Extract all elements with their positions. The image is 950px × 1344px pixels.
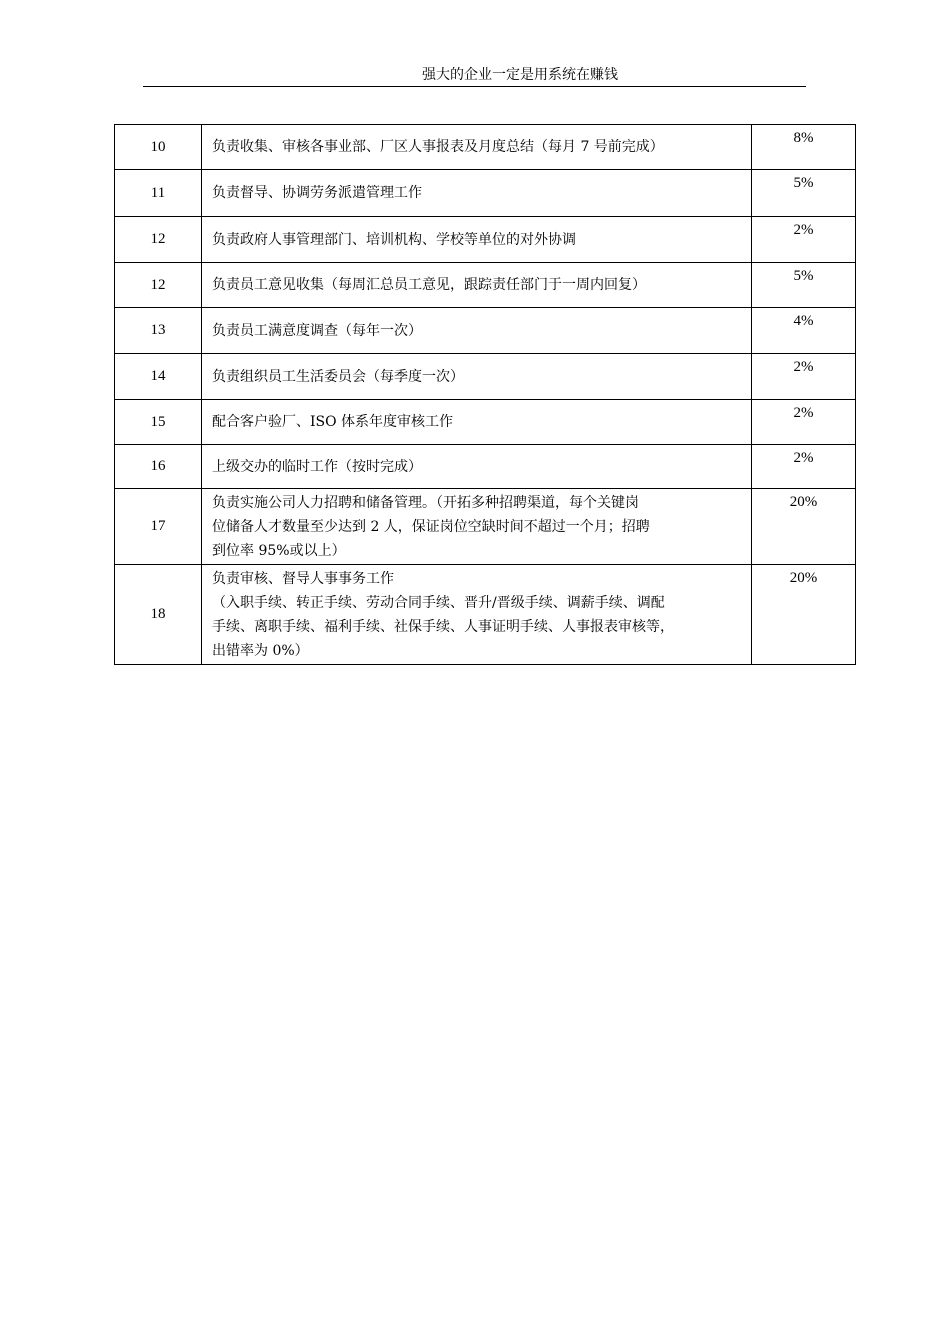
row-weight: 4%: [752, 308, 856, 354]
row-weight: 2%: [752, 354, 856, 400]
table-row: [115, 308, 856, 354]
description-line: 负责实施公司人力招聘和储备管理。（开拓多种招聘渠道，每个关键岗: [212, 494, 639, 511]
row-description: [202, 445, 752, 489]
row-description: [202, 125, 752, 170]
page-header: [143, 66, 806, 87]
row-description: [202, 217, 752, 263]
row-weight: 5%: [752, 170, 856, 217]
page-header-title: 强大的企业一定是用系统在赚钱: [422, 67, 618, 83]
description-line: 负责员工意见收集（每周汇总员工意见，跟踪责任部门于一周内回复）: [212, 277, 646, 293]
description-line: 负责审核、督导人事事务工作: [212, 570, 394, 587]
row-weight: 20%: [752, 565, 856, 665]
description-line: 负责组织员工生活委员会（每季度一次）: [212, 368, 464, 385]
row-number: 12: [115, 217, 202, 263]
table-row: [115, 445, 856, 489]
row-description: [202, 308, 752, 354]
row-number: 15: [115, 400, 202, 445]
row-number: 10: [115, 125, 202, 170]
row-number: 12: [115, 263, 202, 308]
duty-table: [114, 124, 856, 665]
row-weight: 2%: [752, 445, 856, 489]
table-row: [115, 400, 856, 445]
description-line: 配合客户验厂、ISO 体系年度审核工作: [212, 414, 454, 430]
row-description: [202, 354, 752, 400]
row-number: 17: [115, 489, 202, 565]
row-description: [202, 400, 752, 445]
description-line: 出错率为 0%）: [212, 642, 309, 659]
row-weight: 2%: [752, 400, 856, 445]
table-row: [115, 170, 856, 217]
table-row: [115, 125, 856, 170]
description-line: 位储备人才数量至少达到 2 人，保证岗位空缺时间不超过一个月；招聘: [212, 518, 650, 535]
description-line: 负责督导、协调劳务派遣管理工作: [212, 185, 422, 201]
description-line: 负责收集、审核各事业部、厂区人事报表及月度总结（每月 7 号前完成）: [212, 139, 664, 155]
row-number: 11: [115, 170, 202, 217]
row-weight: 5%: [752, 263, 856, 308]
row-number: 14: [115, 354, 202, 400]
row-weight: 20%: [752, 489, 856, 565]
row-description: [202, 170, 752, 217]
description-line: 负责员工满意度调查（每年一次）: [212, 322, 422, 339]
description-line: 上级交办的临时工作（按时完成）: [212, 458, 422, 475]
description-line: 负责政府人事管理部门、培训机构、学校等单位的对外协调: [212, 231, 576, 248]
row-description: [202, 489, 752, 565]
row-number: 13: [115, 308, 202, 354]
description-line: 到位率 95%或以上）: [212, 542, 346, 559]
description-line: （入职手续、转正手续、劳动合同手续、晋升/晋级手续、调薪手续、调配: [212, 594, 665, 611]
table-row: [115, 565, 856, 665]
table-row: [115, 354, 856, 400]
description-line: 手续、离职手续、福利手续、社保手续、人事证明手续、人事报表审核等，: [212, 618, 674, 635]
row-number: 16: [115, 445, 202, 489]
row-description: [202, 263, 752, 308]
row-weight: 2%: [752, 217, 856, 263]
table-row: [115, 489, 856, 565]
row-number: 18: [115, 565, 202, 665]
table-row: [115, 217, 856, 263]
table-row: [115, 263, 856, 308]
row-weight: 8%: [752, 125, 856, 170]
row-description: [202, 565, 752, 665]
